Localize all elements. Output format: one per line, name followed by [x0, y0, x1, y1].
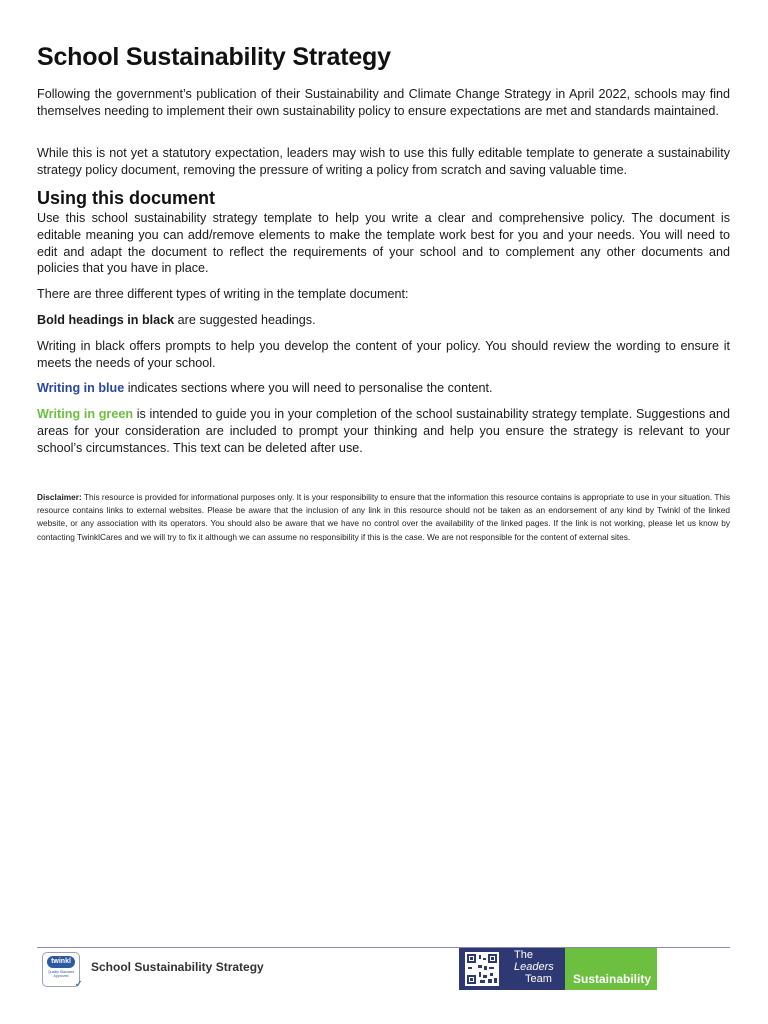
intro-paragraph-2	[37, 145, 730, 179]
disclaimer	[37, 491, 730, 544]
leaders-logo-the: The	[514, 949, 533, 961]
leaders-team-logo	[505, 948, 565, 990]
section-text-4: Writing in black offers prompts to help you develop the content of your policy. You should review the wording to ensure it meets the needs of your school.	[37, 339, 730, 370]
badge-caption: Quality Standard Approved	[47, 970, 75, 978]
green-writing-line	[37, 406, 730, 456]
bold-headings-line	[37, 312, 730, 329]
qr-code-icon	[459, 948, 505, 990]
disclaimer-label: Disclaimer:	[37, 492, 82, 502]
green-writing-label: Writing in green	[37, 407, 134, 421]
blue-writing-desc: indicates sections where you will need to personalise the content.	[124, 381, 493, 395]
intro-text-1: Following the government’s publication of their Sustainability and Climate Change Strategy in April 2022, schools may find themselves needing to implement their own sustainability policy to ensure expectations are met and standards maintained.	[37, 87, 730, 118]
blue-writing-label: Writing in blue	[37, 381, 125, 395]
footer-title: School Sustainability Strategy	[91, 960, 264, 974]
page-title: School Sustainability Strategy	[37, 43, 391, 71]
intro-paragraph-1	[37, 86, 730, 120]
bold-headings-label: Bold headings in black	[37, 313, 175, 327]
section-paragraph-2	[37, 286, 730, 303]
section-paragraph-5	[37, 380, 730, 397]
section-text-1: Use this school sustainability strategy template to help you write a clear and comprehensive policy. The document is editable meaning you can add/remove elements to make the template work best for you and your needs. You will need to edit and adapt the document to reflect the requirements of your school and to complement any other documents and policies that you have in place.	[37, 211, 730, 276]
section-paragraph-6	[37, 406, 730, 456]
twinkl-badge-icon	[42, 952, 83, 990]
sustainability-tag	[565, 948, 657, 990]
leaders-logo-team: Team	[525, 973, 552, 985]
sustainability-tag-label: Sustainability	[573, 972, 652, 986]
blue-writing-line	[37, 380, 730, 397]
green-writing-desc: is intended to guide you in your completion of the school sustainability strategy template. Suggestions and areas for your consideration are included to prompt your thinking and help you ensure the strategy is relevant to your school’s circumstances. This text can be deleted after use.	[37, 407, 731, 455]
section-text-2: There are three different types of writing in the template document:	[37, 287, 409, 301]
qr-code-graphic	[465, 952, 499, 986]
section-heading: Using this document	[37, 188, 216, 208]
badge-brand: twinkl	[47, 956, 75, 968]
leaders-logo-leaders: Leaders	[514, 961, 554, 973]
section-paragraph-4	[37, 338, 730, 372]
check-icon: ✓	[74, 979, 83, 990]
disclaimer-text: This resource is provided for informational purposes only. It is your responsibility to ensure that the information this resource contains is appropriate to use in your situation. This resource contains links to external websites. Please be aware that the inclusion of any link in this resource should not be taken as an endorsement of any kind by Twinkl of the linked website, or any association with its operators. You should also be aware that we have no control over the availability of the linked pages. If the link is not working, please let us know by contacting TwinklCares and we will try to fix it although we can assume no responsibility if this is the case. We are not responsible for the content of external sites.	[37, 492, 730, 542]
bold-headings-desc: are suggested headings.	[174, 313, 316, 327]
intro-text-2: While this is not yet a statutory expectation, leaders may wish to use this fully editable template to generate a sustainability strategy policy document, removing the pressure of writing a policy from scratch and saving valuable time.	[37, 146, 730, 177]
section-paragraph-3	[37, 312, 730, 329]
section-paragraph-1	[37, 210, 730, 277]
